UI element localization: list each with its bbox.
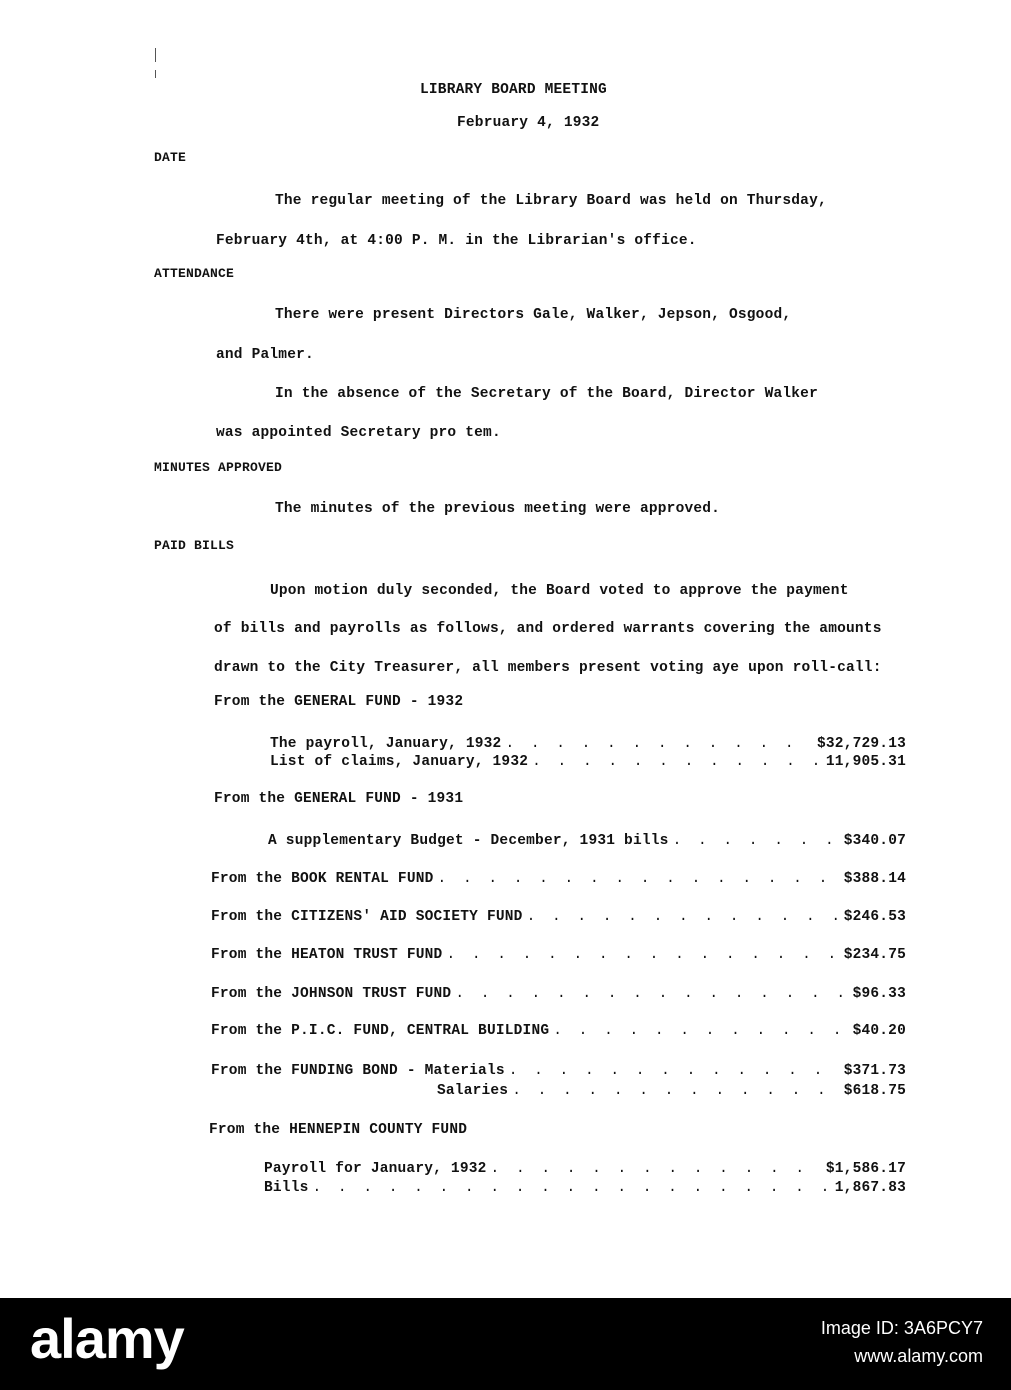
section-heading-minutes: MINUTES APPROVED (154, 460, 283, 475)
ledger-row (437, 1083, 906, 1099)
ledger-label: From the CITIZENS' AID SOCIETY FUND (211, 909, 523, 925)
ledger-label: A supplementary Budget - December, 1931 bills (268, 833, 669, 849)
paragraph-line: was appointed Secretary pro tem. (216, 425, 501, 441)
document-title: LIBRARY BOARD MEETING (420, 82, 607, 98)
paragraph-line: of bills and payrolls as follows, and ordered warrants covering the amounts (214, 621, 882, 637)
leader-dots (438, 871, 840, 887)
ledger-label: From the FUNDING BOND - Materials (211, 1063, 505, 1079)
image-id: Image ID: 3A6PCY7 (820, 1318, 983, 1338)
ledger-amount: 1,867.83 (834, 1180, 906, 1196)
ledger-amount: $618.75 (843, 1083, 906, 1099)
leader-dots (505, 736, 813, 752)
ledger-label: From the HEATON TRUST FUND (211, 947, 443, 963)
ledger-amount: $1,586.17 (825, 1161, 906, 1177)
ledger-amount: $246.53 (843, 909, 906, 925)
ledger-row (270, 736, 906, 752)
ledger-amount: $234.75 (843, 947, 906, 963)
ledger-row (211, 986, 906, 1002)
margin-mark (155, 48, 156, 62)
ledger-row (264, 1180, 906, 1196)
ledger-amount: $96.33 (852, 986, 906, 1002)
meeting-date: February 4, 1932 (457, 115, 600, 131)
ledger-label: From the BOOK RENTAL FUND (211, 871, 434, 887)
paragraph-line: In the absence of the Secretary of the Board, Director Walker (275, 386, 818, 402)
paragraph-line: Upon motion duly seconded, the Board voted to approve the payment (270, 583, 849, 599)
ledger-amount: $340.07 (843, 833, 906, 849)
ledger-row (211, 947, 906, 963)
ledger-amount: $371.73 (843, 1063, 906, 1079)
leader-dots (455, 986, 848, 1002)
leader-dots (532, 754, 822, 770)
stock-watermark-bar (0, 1298, 1011, 1390)
ledger-label: Salaries (437, 1083, 509, 1099)
ledger-amount: $32,729.13 (816, 736, 906, 752)
ledger-label: Bills (264, 1180, 309, 1196)
paragraph-line: The regular meeting of the Library Board was held on Thursday, (275, 193, 827, 209)
alamy-logo: alamy (30, 1307, 184, 1370)
leader-dots (313, 1180, 831, 1196)
ledger-amount: $388.14 (843, 871, 906, 887)
margin-mark (155, 70, 156, 78)
ledger-label: The payroll, January, 1932 (270, 736, 502, 752)
leader-dots (527, 909, 840, 925)
paragraph-line: The minutes of the previous meeting were approved. (275, 501, 721, 517)
section-heading-attendance: ATTENDANCE (154, 266, 235, 281)
ledger-row (268, 833, 906, 849)
leader-dots (509, 1063, 840, 1079)
leader-dots (512, 1083, 839, 1099)
fund-heading: From the GENERAL FUND - 1932 (214, 694, 464, 710)
ledger-row (211, 909, 906, 925)
ledger-label: From the JOHNSON TRUST FUND (211, 986, 452, 1002)
ledger-row (211, 871, 906, 887)
fund-heading: From the HENNEPIN COUNTY FUND (209, 1122, 468, 1138)
paragraph-line: drawn to the City Treasurer, all members present voting aye upon roll-call: (214, 660, 882, 676)
paragraph-line: February 4th, at 4:00 P. M. in the Librarian's office. (216, 233, 697, 249)
ledger-row (211, 1063, 906, 1079)
leader-dots (553, 1023, 848, 1039)
paragraph-line: There were present Directors Gale, Walker, Jepson, Osgood, (275, 307, 792, 323)
ledger-label: List of claims, January, 1932 (270, 754, 529, 770)
leader-dots (446, 947, 839, 963)
ledger-row (211, 1023, 906, 1039)
ledger-amount: $40.20 (852, 1023, 906, 1039)
leader-dots (491, 1161, 822, 1177)
paragraph-line: and Palmer. (216, 347, 314, 363)
website-url: www.alamy.com (854, 1346, 983, 1366)
ledger-label: From the P.I.C. FUND, CENTRAL BUILDING (211, 1023, 550, 1039)
ledger-amount: 11,905.31 (825, 754, 906, 770)
fund-heading: From the GENERAL FUND - 1931 (214, 791, 464, 807)
section-heading-paid-bills: PAID BILLS (154, 538, 235, 553)
ledger-label: Payroll for January, 1932 (264, 1161, 487, 1177)
leader-dots (673, 833, 840, 849)
ledger-row (264, 1161, 906, 1177)
section-heading-date: DATE (154, 150, 187, 165)
ledger-row (270, 754, 906, 770)
